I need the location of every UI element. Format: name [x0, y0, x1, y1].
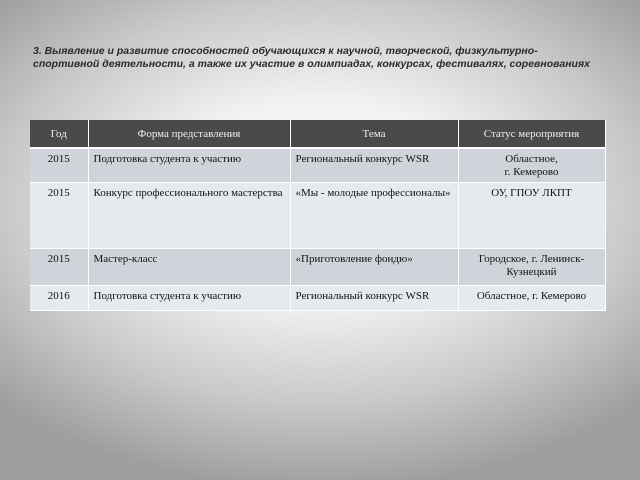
cell-form: Мастер-класс	[88, 249, 290, 286]
cell-topic: «Приготовление фондю»	[290, 249, 458, 286]
events-table	[30, 120, 606, 311]
cell-topic: «Мы - молодые профессионалы»	[290, 183, 458, 249]
cell-status: Областное, г. Кемерово	[458, 148, 605, 183]
header-status: Статус мероприятия	[458, 120, 605, 148]
table-row	[30, 249, 605, 286]
cell-status: Областное, г. Кемерово	[458, 286, 605, 311]
cell-form: Подготовка студента к участию	[88, 148, 290, 183]
cell-form: Подготовка студента к участию	[88, 286, 290, 311]
slide-heading: 3. Выявление и развитие способностей обучающихся к научной, творческой, физкультурно-спортивной деятельности, а также их участие в олимпиадах, конкурсах, фестивалях, соревнованиях	[33, 45, 590, 70]
header-topic: Тема	[290, 120, 458, 148]
cell-status: ОУ, ГПОУ ЛКПТ	[458, 183, 605, 249]
table-row	[30, 286, 605, 311]
cell-year: 2015	[30, 183, 88, 249]
cell-topic: Региональный конкурс WSR	[290, 286, 458, 311]
cell-year: 2015	[30, 249, 88, 286]
table-row	[30, 148, 605, 183]
header-year: Год	[30, 120, 88, 148]
cell-status: Городское, г. Ленинск-Кузнецкий	[458, 249, 605, 286]
table-header-row	[30, 120, 605, 148]
table-row	[30, 183, 605, 249]
cell-topic: Региональный конкурс WSR	[290, 148, 458, 183]
cell-year: 2016	[30, 286, 88, 311]
cell-year: 2015	[30, 148, 88, 183]
cell-form: Конкурс профессионального мастерства	[88, 183, 290, 249]
header-form: Форма представления	[88, 120, 290, 148]
